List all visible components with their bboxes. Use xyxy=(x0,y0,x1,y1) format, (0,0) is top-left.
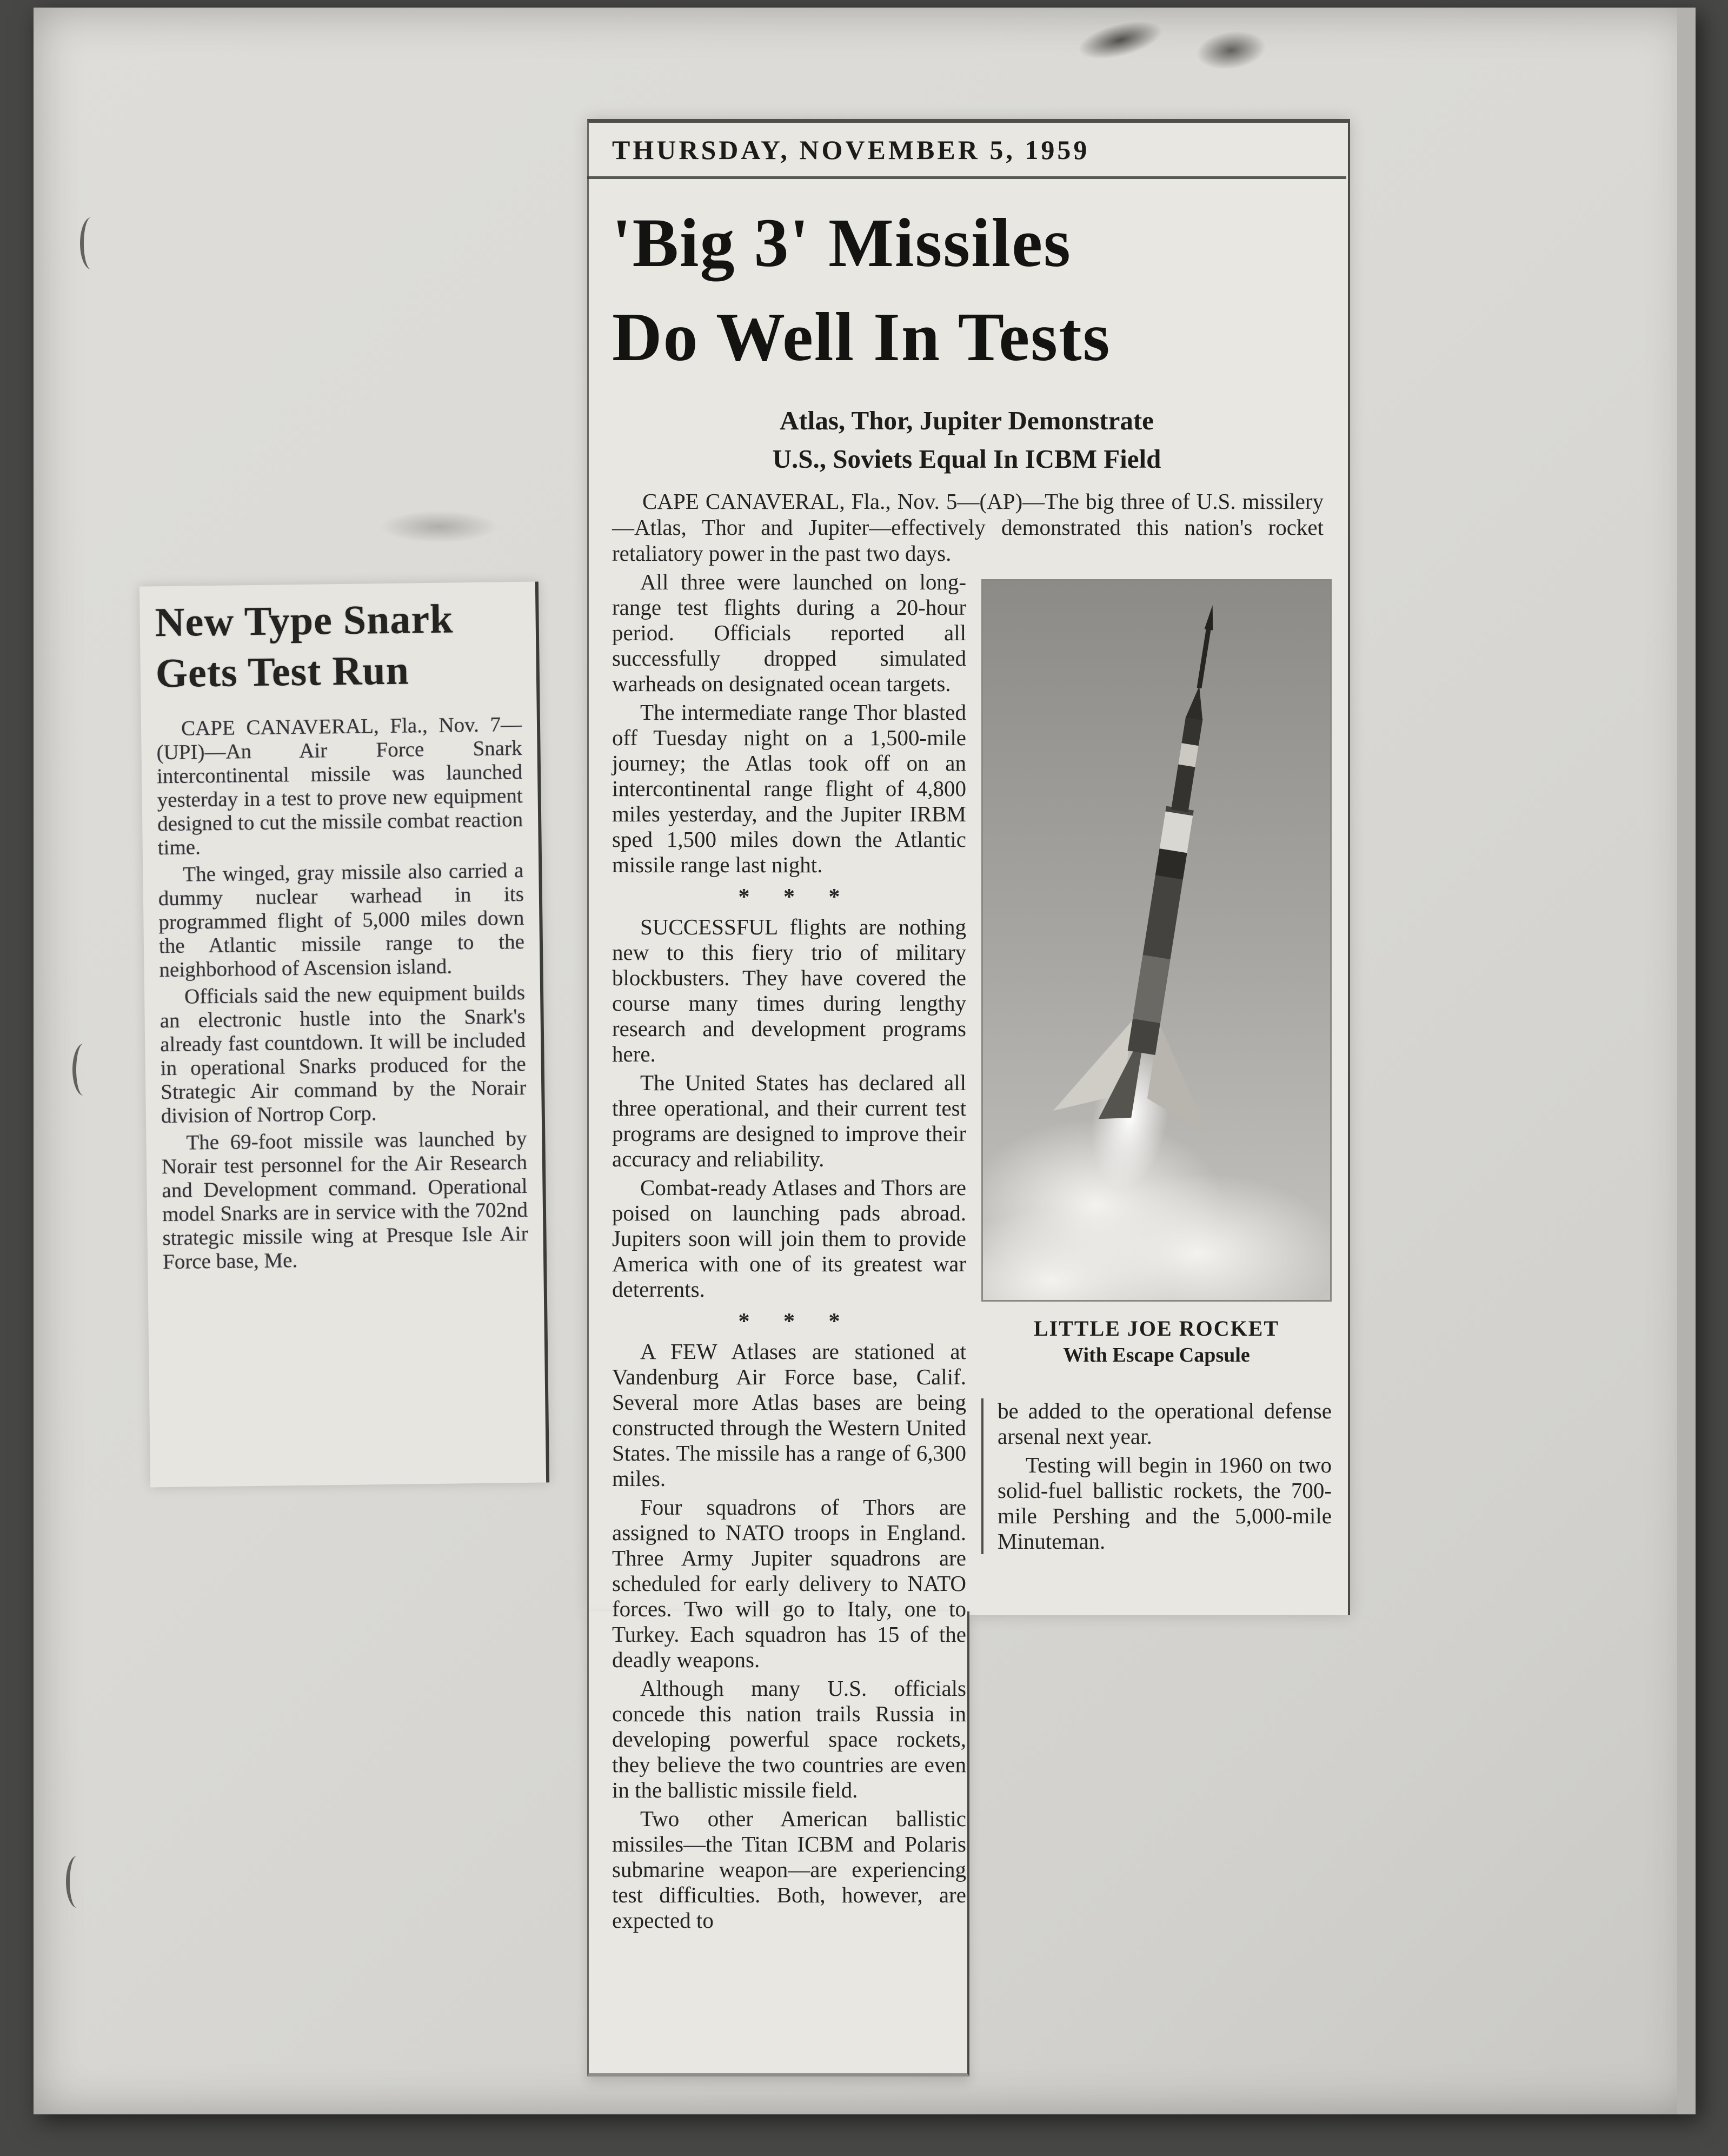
article-continuation-column xyxy=(981,1398,1332,1554)
article-columns xyxy=(612,569,1332,1936)
subhead-line-2: U.S., Soviets Equal In ICBM Field xyxy=(772,444,1161,474)
photo-caption-line-2: With Escape Capsule xyxy=(1063,1344,1250,1366)
main-article xyxy=(587,119,1346,1936)
paragraph: The United States has declared all three operational, and their current test programs are designed to improve their accuracy and reliability. xyxy=(612,1070,966,1171)
scanned-paper xyxy=(34,8,1696,2114)
punch-hole-mark xyxy=(66,1856,88,1908)
paragraph: SUCCESSFUL flights are nothing new to this fiery trio of military blockbusters. They have covered the course many times during lengthy research and development programs here. xyxy=(612,914,966,1066)
paragraph: A FEW Atlases are stationed at Vandenburg Air Force base, Calif. Several more Atlas bases are being constructed through the Western United States. The missile has a range of 6,300 miles. xyxy=(612,1339,966,1491)
scanner-edge-strip xyxy=(1677,8,1696,2114)
photo-caption-line-1: LITTLE JOE ROCKET xyxy=(1033,1316,1280,1341)
paragraph: CAPE CANAVERAL, Fla., Nov. 7—(UPI)—An Air Force Snark intercontinental missile was launched yesterday in a test to prove new equipment designed to cut the missile combat reaction time. xyxy=(156,712,523,860)
article-left-column xyxy=(612,569,966,1936)
main-headline-line-1: 'Big 3' Missiles xyxy=(612,204,1072,281)
snark-article xyxy=(139,582,549,1488)
paragraph: All three were launched on long-range test flights during a 20-hour period. Officials reported all successfully dropped simulated warheads on designated ocean targets. xyxy=(612,569,966,696)
dateline-rule xyxy=(587,176,1346,179)
star-separator: * * * xyxy=(738,885,840,910)
snark-headline-line-1: New Type Snark xyxy=(155,596,454,646)
paragraph: Officials said the new equipment builds an electronic hustle into the Snark's already fast countdown. It will be included in operational Snarks produced for the Strategic Air command by the Norair division of Nortrop Corp. xyxy=(159,980,527,1128)
little-joe-rocket-photo xyxy=(981,579,1332,1302)
ink-smudge xyxy=(1194,26,1268,74)
paragraph: The intermediate range Thor blasted off Tuesday night on a 1,500-mile journey; the Atlas took off on an intercontinental range flight of 4,800 miles yesterday, and the Jupiter IRBM sped 1,500 miles down the Atlantic missile range last night. xyxy=(612,700,966,877)
article-right-column xyxy=(981,569,1332,1936)
rocket-illustration xyxy=(983,581,1330,1300)
punch-hole-mark xyxy=(72,1044,95,1096)
photo-caption xyxy=(981,1316,1332,1367)
paragraph: Four squadrons of Thors are assigned to NATO troops in England. Three Army Jupiter squadrons are scheduled for early delivery to NATO forces. Two will go to Italy, one to Turkey. Each squadron has 15 of the deadly weapons. xyxy=(612,1495,966,1672)
ink-smudge xyxy=(1074,14,1166,67)
punch-hole-mark xyxy=(80,217,102,269)
main-headline-line-2: Do Well In Tests xyxy=(612,298,1111,375)
date-header: THURSDAY, NOVEMBER 5, 1959 xyxy=(612,135,1090,165)
paragraph: Two other American ballistic missiles—the Titan ICBM and Polaris submarine weapon—are experiencing test difficulties. Both, however, are expected to xyxy=(612,1806,966,1933)
paragraph: Combat-ready Atlases and Thors are poised on launching pads abroad. Jupiters soon will join them to provide America with one of its greatest war deterrents. xyxy=(612,1175,966,1302)
star-separator: * * * xyxy=(738,1309,840,1334)
paragraph: be added to the operational defense arsenal next year. xyxy=(998,1398,1332,1449)
snark-article-body xyxy=(156,713,529,1274)
snark-headline-line-2: Gets Test Run xyxy=(155,647,410,696)
subhead-line-1: Atlas, Thor, Jupiter Demonstrate xyxy=(780,406,1154,435)
paragraph: The 69-foot missile was launched by Norair test personnel for the Air Research and Development command. Operational model Snarks are in service with the 702nd strategic missile wing at Presque Isle Air Force base, Me. xyxy=(161,1126,528,1274)
paragraph: The winged, gray missile also carried a dummy nuclear warhead in its programmed flight of 5,000 miles down the Atlantic missile range to the neighborhood of Ascension island. xyxy=(158,858,525,982)
ink-smudge xyxy=(380,510,499,543)
lead-paragraph: CAPE CANAVERAL, Fla., Nov. 5—(AP)—The big three of U.S. missilery—Atlas, Thor and Jupiter—effectively demonstrated this nation's rocket retaliatory power in the past two days. xyxy=(612,489,1324,566)
paragraph: Although many U.S. officials concede this nation trails Russia in developing powerful space rockets, they believe the two countries are even in the ballistic missile field. xyxy=(612,1676,966,1802)
paragraph: Testing will begin in 1960 on two solid-fuel ballistic rockets, the 700-mile Pershing and the 5,000-mile Minuteman. xyxy=(998,1452,1332,1554)
